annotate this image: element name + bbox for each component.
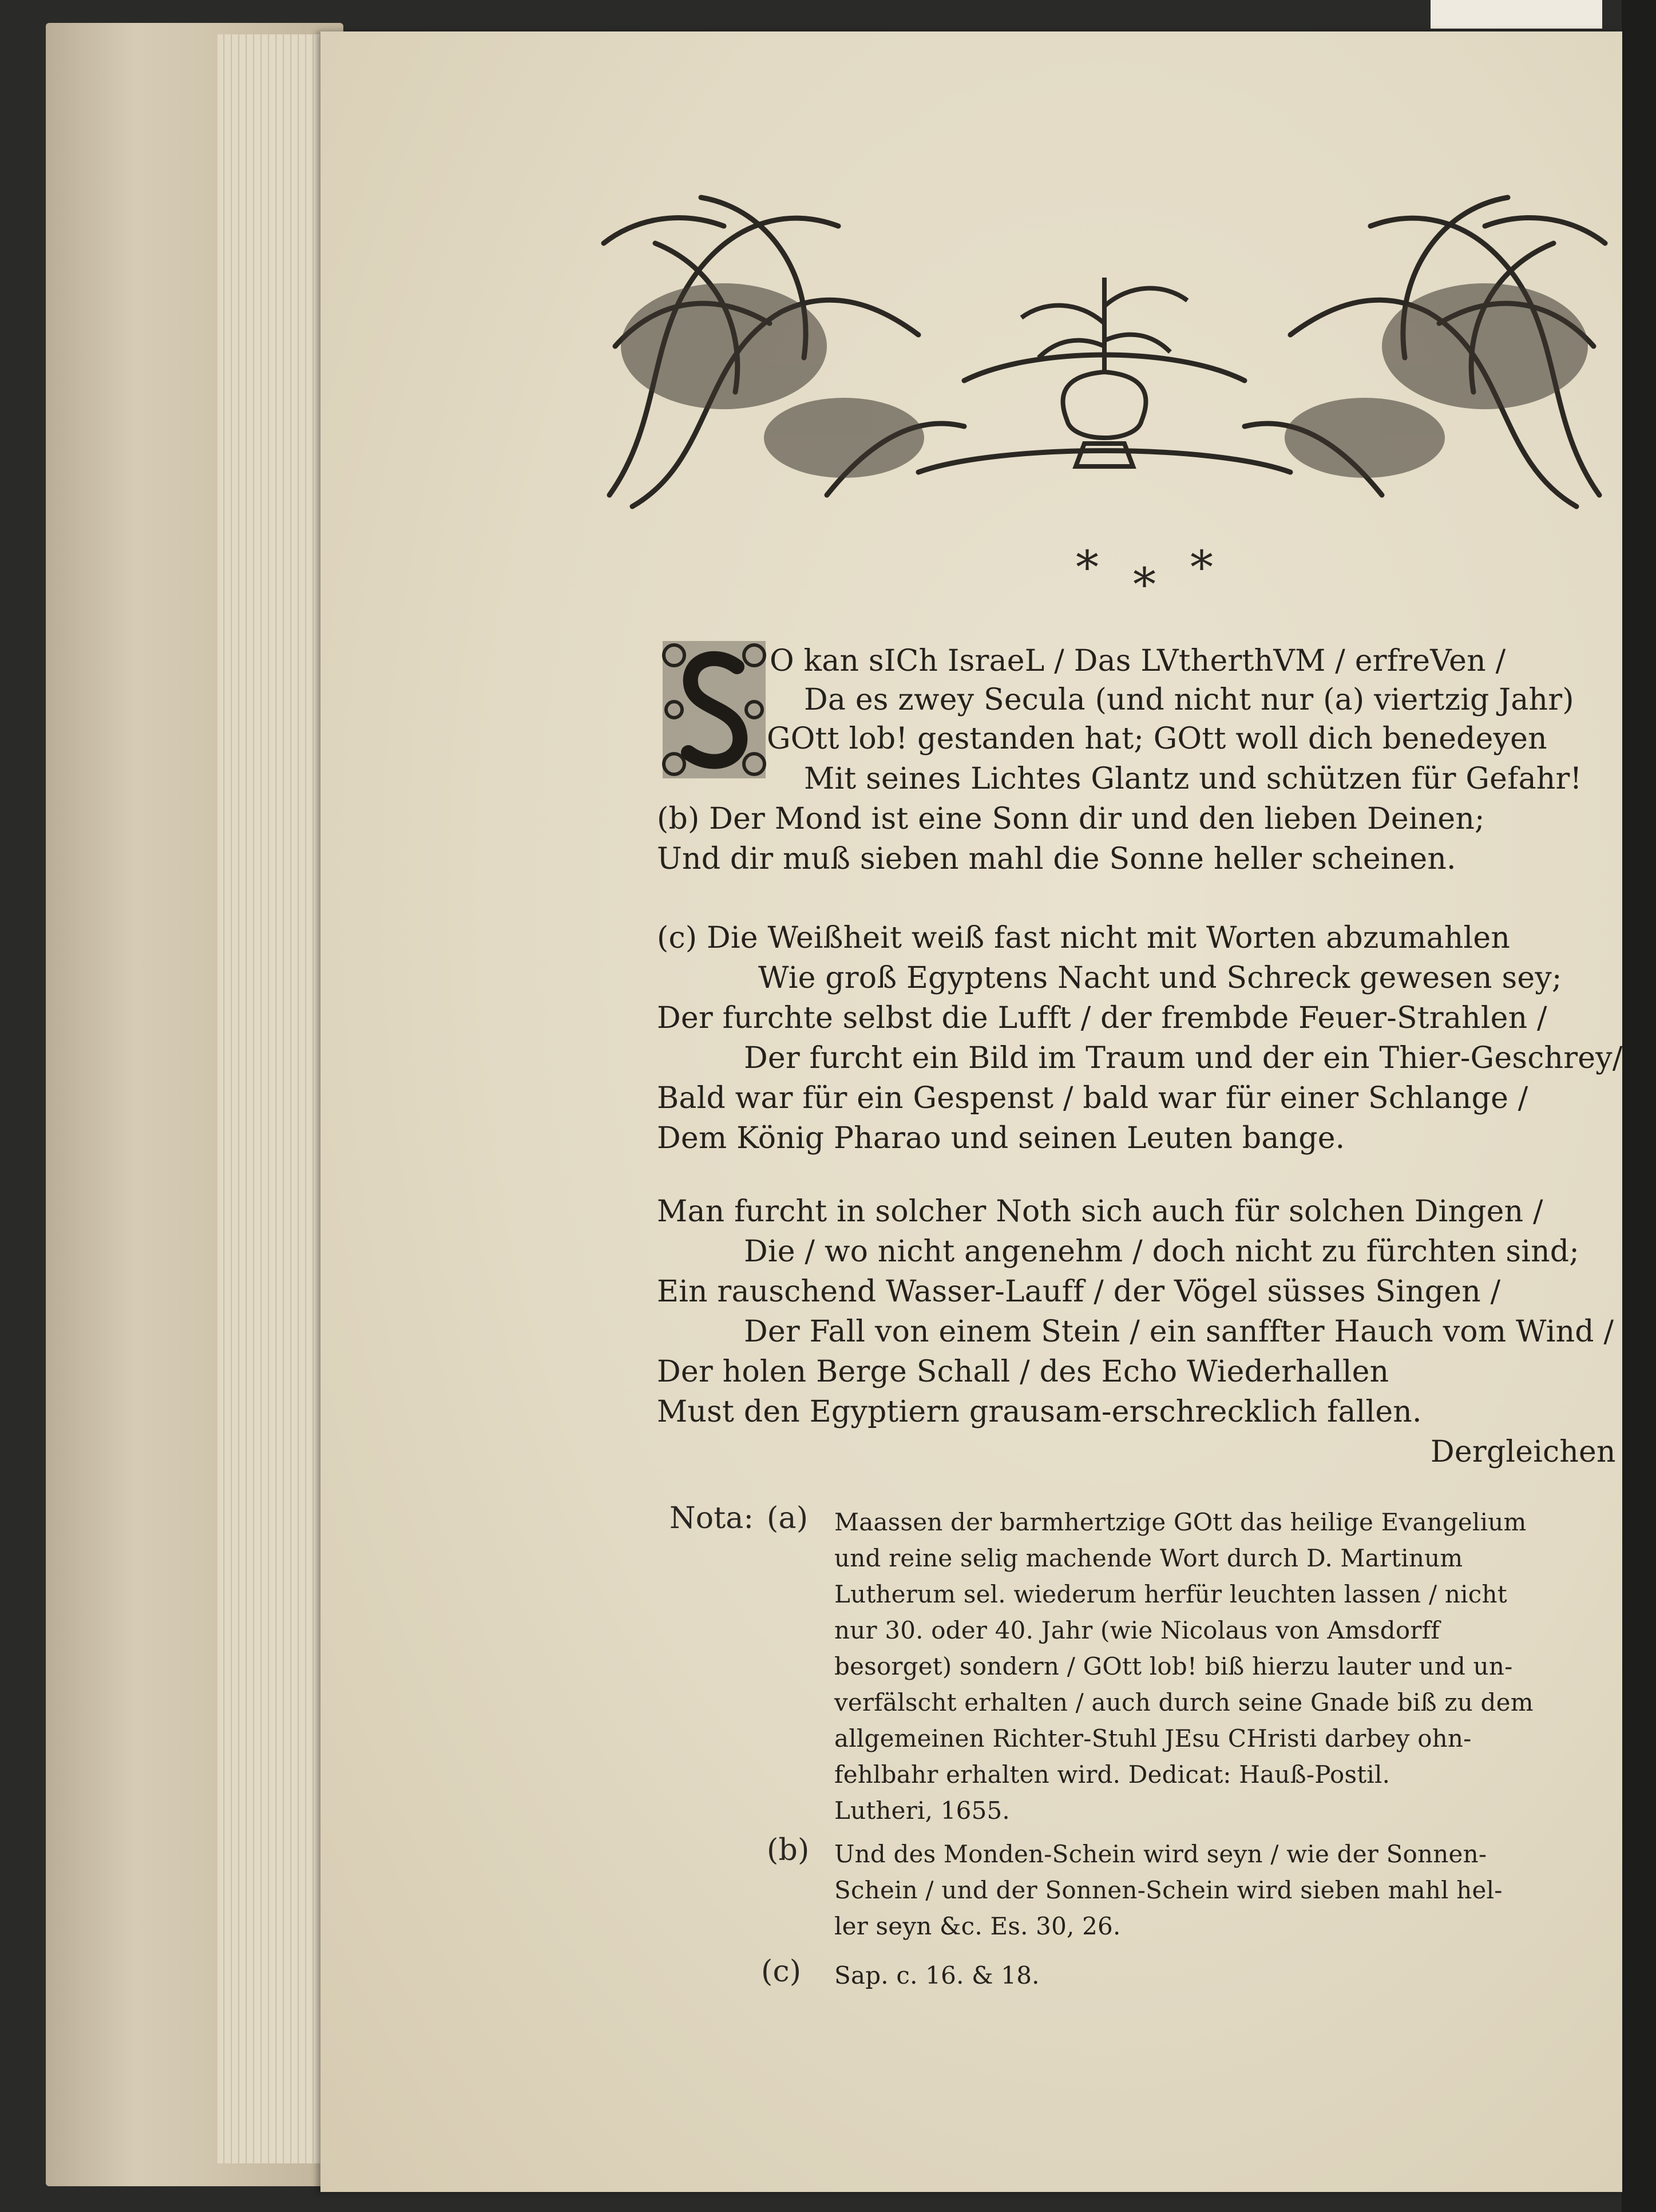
asterisk: * — [1190, 541, 1213, 594]
note-a-line: und reine selig machende Wort durch D. Martinum — [834, 1544, 1463, 1572]
poem-line: Ein rauschend Wasser-Lauff / der Vögel süsses Singen / — [657, 1275, 1501, 1309]
poem-line: GOtt lob! gestanden hat; GOtt woll dich benedeyen — [767, 722, 1547, 756]
poem-line: (c) Die Weißheit weiß fast nicht mit Worten abzumahlen — [657, 921, 1511, 955]
asterisk: * — [1076, 541, 1099, 594]
poem-line: Der holen Berge Schall / des Echo Wiederhallen — [657, 1355, 1389, 1389]
poem-line: (b) Der Mond ist eine Sonn dir und den lieben Deinen; — [657, 802, 1485, 836]
note-a-line: Lutheri, 1655. — [834, 1796, 1010, 1825]
poem-line: Must den Egyptiern grausam-erschrecklich fallen. — [657, 1395, 1422, 1429]
background-edge — [1622, 0, 1656, 2212]
note-b-line: ler seyn &c. Es. 30, 26. — [834, 1912, 1121, 1940]
note-b-line: Schein / und der Sonnen-Schein wird sieben mahl hel- — [834, 1876, 1503, 1904]
poem-line: O kan sICh IsraeL / Das LVtherthVM / erfreVen / — [770, 644, 1506, 678]
note-b-line: Und des Monden-Schein wird seyn / wie der Sonnen- — [834, 1840, 1487, 1868]
note-a-line: nur 30. oder 40. Jahr (wie Nicolaus von Amsdorff — [834, 1616, 1440, 1644]
poem-line: Der Fall von einem Stein / ein sanffter Hauch vom Wind / — [744, 1315, 1614, 1349]
decorated-initial-s-icon — [657, 638, 771, 781]
poem-line: Und dir muß sieben mahl die Sonne heller scheinen. — [657, 842, 1456, 876]
note-a-line: verfälscht erhalten / auch durch seine Gnade biß zu dem — [834, 1688, 1534, 1716]
asterisk-divider — [1064, 541, 1236, 610]
woodcut-vase-foliage-icon — [598, 175, 1611, 518]
note-a-line: Lutherum sel. wiederum herfür leuchten lassen / nicht — [834, 1580, 1507, 1608]
poem-line: Der furcht ein Bild im Traum und der ein Thier-Geschrey/ — [744, 1041, 1623, 1075]
poem-line: Wie groß Egyptens Nacht und Schreck gewesen sey; — [758, 961, 1562, 995]
note-c-line: Sap. c. 16. & 18. — [834, 1961, 1040, 1989]
note-a-line: allgemeinen Richter-Stuhl JEsu CHristi darbey ohn- — [834, 1724, 1472, 1752]
note-a-line: fehlbahr erhalten wird. Dedicat: Hauß-Postil. — [834, 1760, 1390, 1788]
poem-line: Bald war für ein Gespenst / bald war für einer Schlange / — [657, 1081, 1528, 1115]
adjacent-page-strip — [1431, 0, 1602, 29]
poem-line: Der furchte selbst die Lufft / der frembde Feuer-Strahlen / — [657, 1001, 1547, 1035]
note-a-line: Maassen der barmhertzige GOtt das heilige Evangelium — [834, 1508, 1527, 1536]
poem-line: Man furcht in solcher Noth sich auch für solchen Dingen / — [657, 1194, 1543, 1229]
poem-line: Da es zwey Secula (und nicht nur (a) viertzig Jahr) — [804, 683, 1574, 717]
poem-line: Dem König Pharao und seinen Leuten bange. — [657, 1121, 1345, 1156]
note-a-line: besorget) sondern / GOtt lob! biß hierzu lauter und un- — [834, 1652, 1513, 1680]
poem-line: Die / wo nicht angenehm / doch nicht zu fürchten sind; — [744, 1234, 1579, 1269]
poem-line: Mit seines Lichtes Glantz und schützen für Gefahr! — [804, 762, 1582, 796]
note-marker-a: (a) — [767, 1501, 809, 1536]
catchword: Dergleichen — [1431, 1435, 1616, 1469]
note-marker-b: (b) — [767, 1833, 810, 1867]
asterisk: * — [1133, 558, 1156, 611]
note-marker-c: (c) — [761, 1954, 802, 1989]
nota-label: Nota: — [669, 1501, 754, 1536]
page-edges — [217, 34, 332, 2163]
